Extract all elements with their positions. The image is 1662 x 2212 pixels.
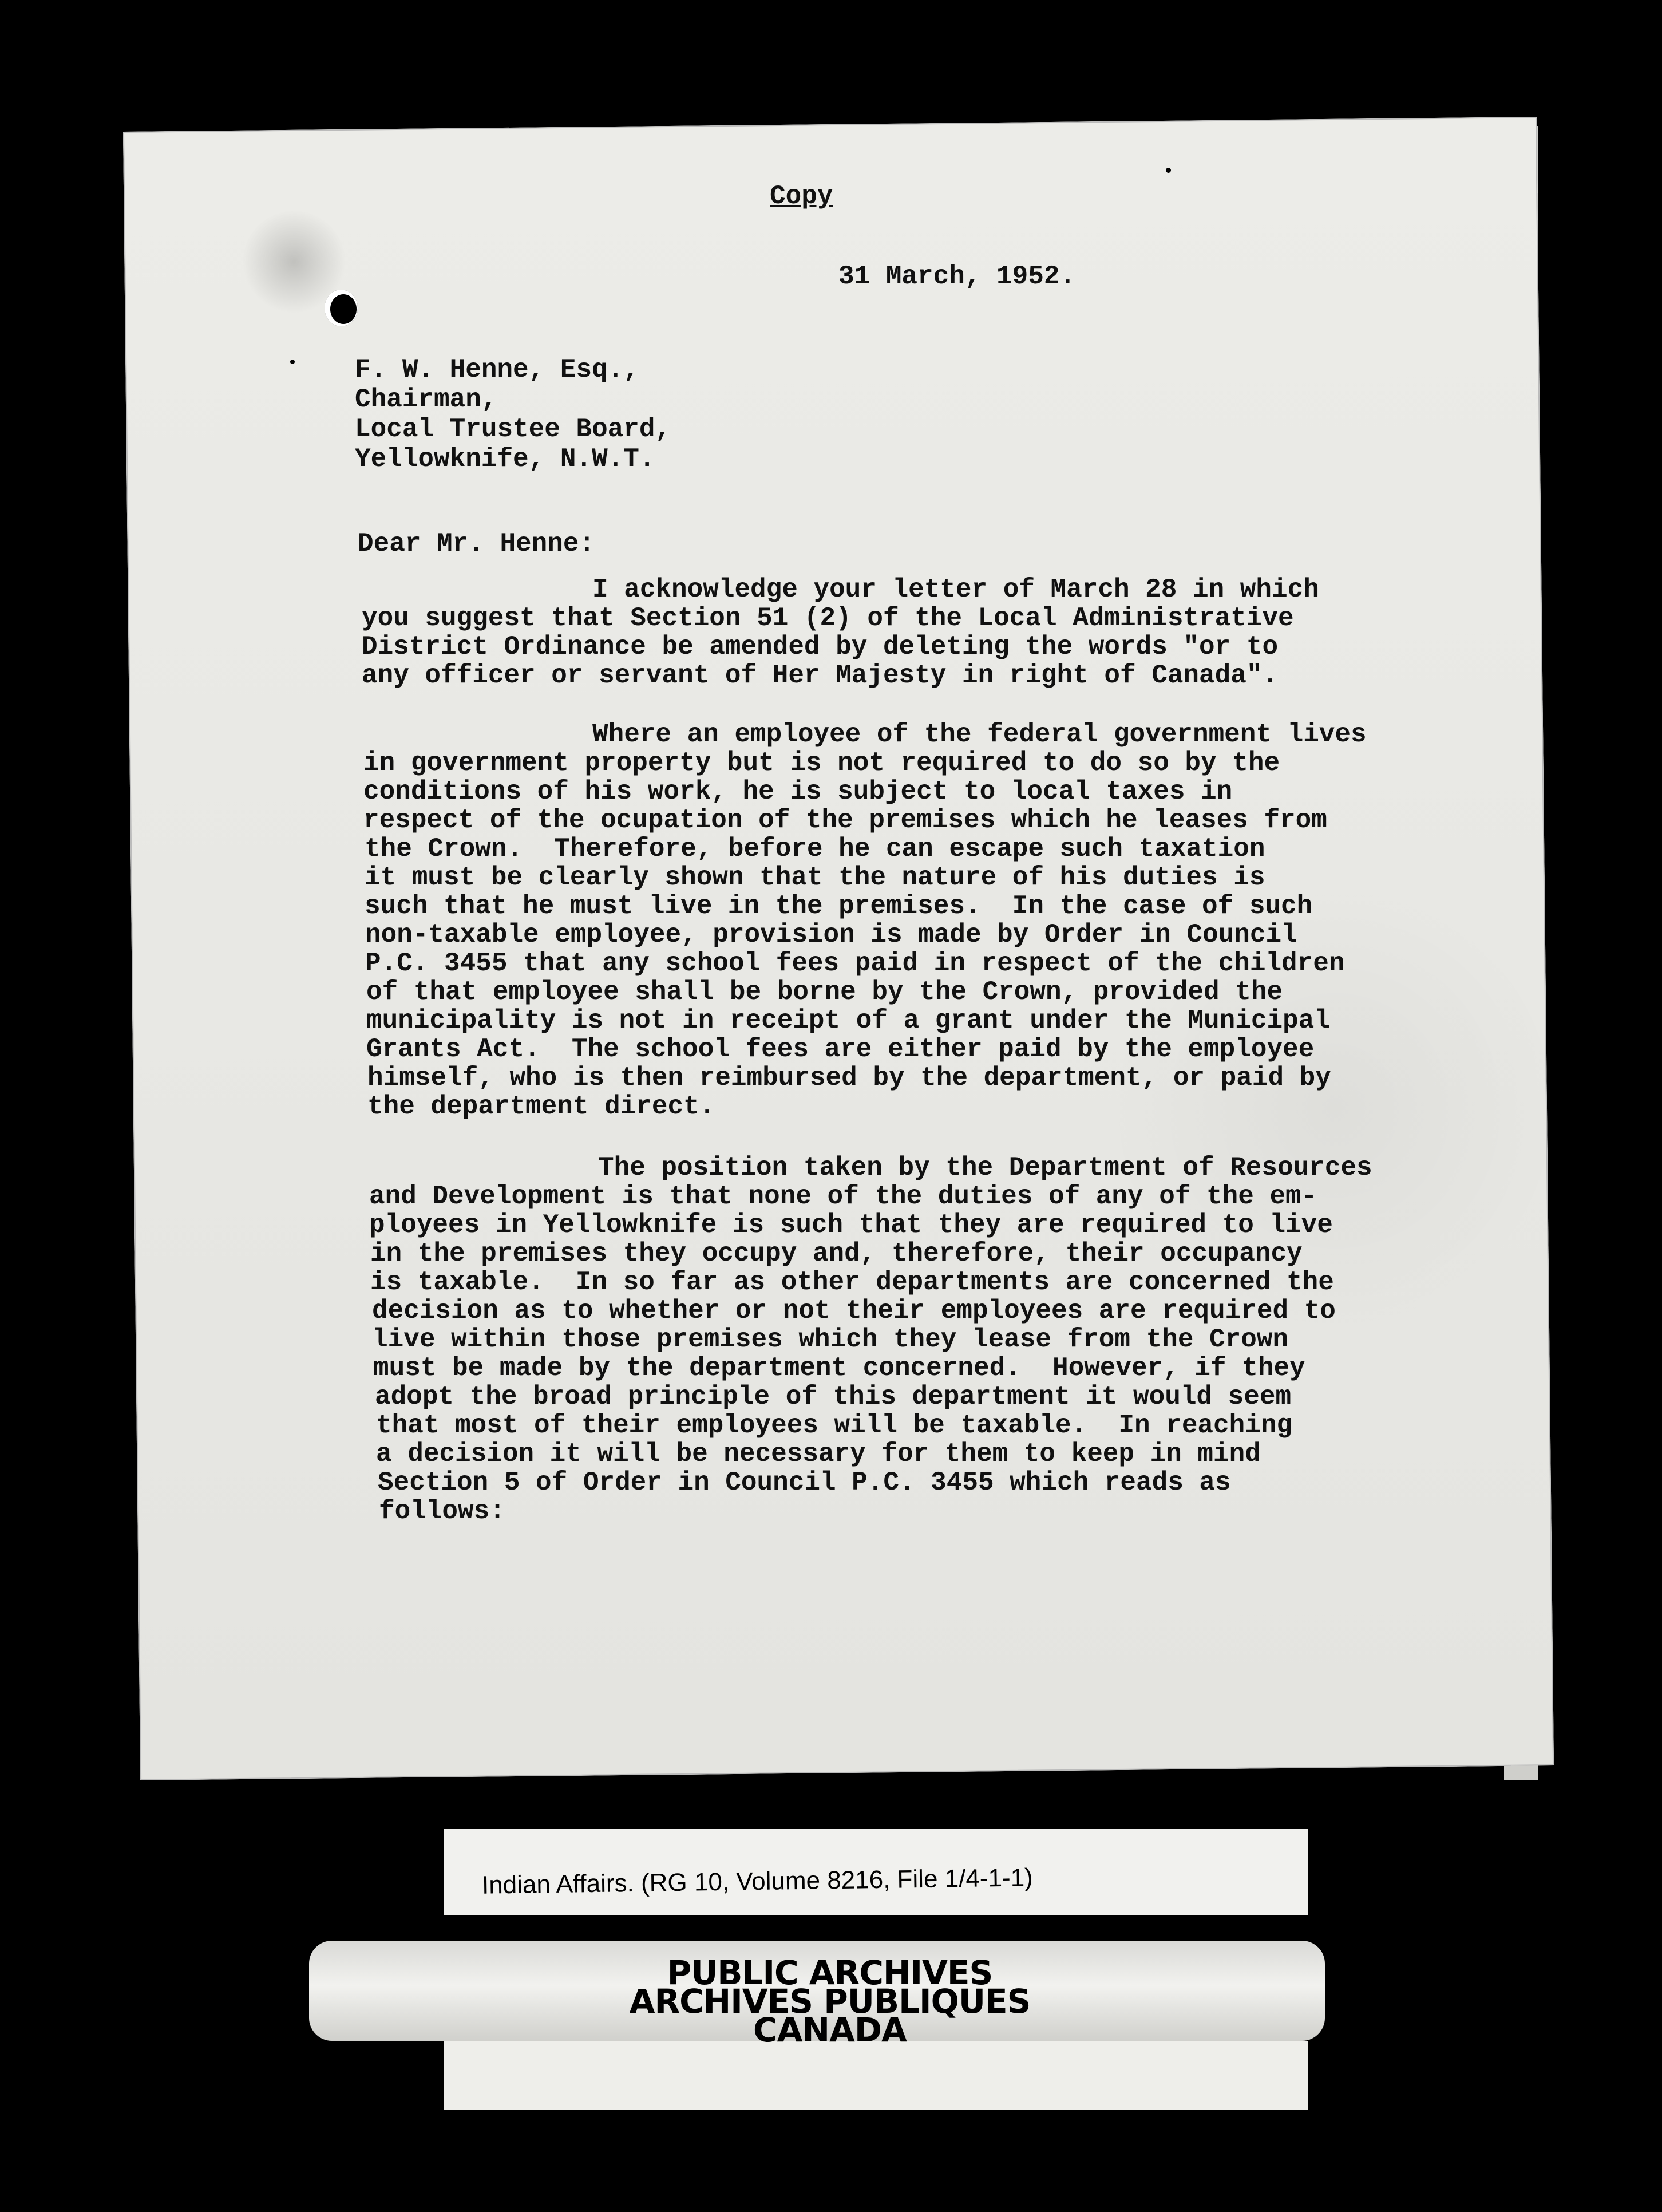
ink-speck xyxy=(290,360,295,364)
paragraph-3-line: that most of their employees will be taxable. In reaching xyxy=(376,1411,1293,1440)
archive-stamp-line: PUBLIC ARCHIVES xyxy=(667,1953,993,1992)
paragraph-1-line: District Ordinance be amended by deleting the words "or to xyxy=(362,632,1279,662)
paragraph-3-line: a decision it will be necessary for them to keep in mind xyxy=(376,1439,1261,1469)
paragraph-2-line: non-taxable employee, provision is made by Order in Council xyxy=(365,920,1297,950)
archive-band-lower xyxy=(444,2041,1308,2110)
paragraph-2-line: respect of the ocupation of the premises which he leases from xyxy=(363,805,1327,835)
paragraph-3-line: The position taken by the Department of Resources xyxy=(598,1153,1372,1183)
paragraph-1-line: any officer or servant of Her Majesty in right of Canada". xyxy=(362,661,1279,690)
paragraph-3-line: ployees in Yellowknife is such that they are required to live xyxy=(369,1210,1333,1240)
paragraph-2-line: the Crown. Therefore, before he can escape such taxation xyxy=(365,834,1265,864)
paragraph-3-line: decision as to whether or not their employees are required to xyxy=(372,1296,1336,1326)
paragraph-3-line: follows: xyxy=(379,1496,505,1526)
paragraph-2-line: Grants Act. The school fees are either paid by the employee xyxy=(366,1034,1315,1064)
letter-date: 31 March, 1952. xyxy=(838,262,1076,291)
paragraph-2-line: the department direct. xyxy=(367,1092,715,1121)
paragraph-2-line: such that he must live in the premises. In the case of such xyxy=(365,891,1313,921)
address-line: Chairman, xyxy=(355,385,497,414)
paragraph-2-line: of that employee shall be borne by the Crown, provided the xyxy=(366,977,1283,1007)
paragraph-2-line: in government property but is not required to do so by the xyxy=(363,748,1280,778)
address-line: Local Trustee Board, xyxy=(355,414,671,444)
address-line: Yellowknife, N.W.T. xyxy=(355,444,655,474)
paragraph-1-line: you suggest that Section 51 (2) of the Local Administrative xyxy=(362,603,1294,633)
punch-hole xyxy=(325,290,358,326)
paragraph-2-line: municipality is not in receipt of a grant under the Municipal xyxy=(366,1006,1330,1036)
ink-speck xyxy=(1166,168,1171,173)
paragraph-2-line: Where an employee of the federal government lives xyxy=(592,720,1367,749)
copy-label: Copy xyxy=(770,181,833,211)
archive-stamp-line: CANADA xyxy=(753,2010,907,2049)
paragraph-3-line: live within those premises which they lease from the Crown xyxy=(372,1325,1289,1354)
paragraph-2-line: himself, who is then reimbursed by the department, or paid by xyxy=(367,1063,1331,1093)
archive-reference-text: Indian Affairs. (RG 10, Volume 8216, File 1/4-1-1) xyxy=(481,1863,1034,1899)
paragraph-3-line: and Development is that none of the duties of any of the em- xyxy=(369,1182,1317,1211)
paragraph-3-line: Section 5 of Order in Council P.C. 3455 which reads as xyxy=(378,1468,1231,1498)
paragraph-3-line: is taxable. In so far as other departments are concerned the xyxy=(370,1267,1334,1297)
archive-stamp-line: ARCHIVES PUBLIQUES xyxy=(629,1982,1031,2021)
paragraph-2-line: conditions of his work, he is subject to local taxes in xyxy=(363,777,1233,807)
paragraph-2-line: P.C. 3455 that any school fees paid in respect of the children xyxy=(365,949,1345,978)
paragraph-3-line: in the premises they occupy and, therefore, their occupancy xyxy=(370,1239,1303,1269)
address-line: F. W. Henne, Esq., xyxy=(355,355,639,385)
paragraph-2-line: it must be clearly shown that the nature of his duties is xyxy=(365,863,1265,892)
salutation: Dear Mr. Henne: xyxy=(358,529,595,559)
ink-speck xyxy=(602,1776,606,1788)
paragraph-3-line: must be made by the department concerned. However, if they xyxy=(373,1353,1305,1383)
paragraph-3-line: adopt the broad principle of this department it would seem xyxy=(375,1382,1292,1412)
paragraph-1-line: I acknowledge your letter of March 28 in which xyxy=(592,575,1319,605)
